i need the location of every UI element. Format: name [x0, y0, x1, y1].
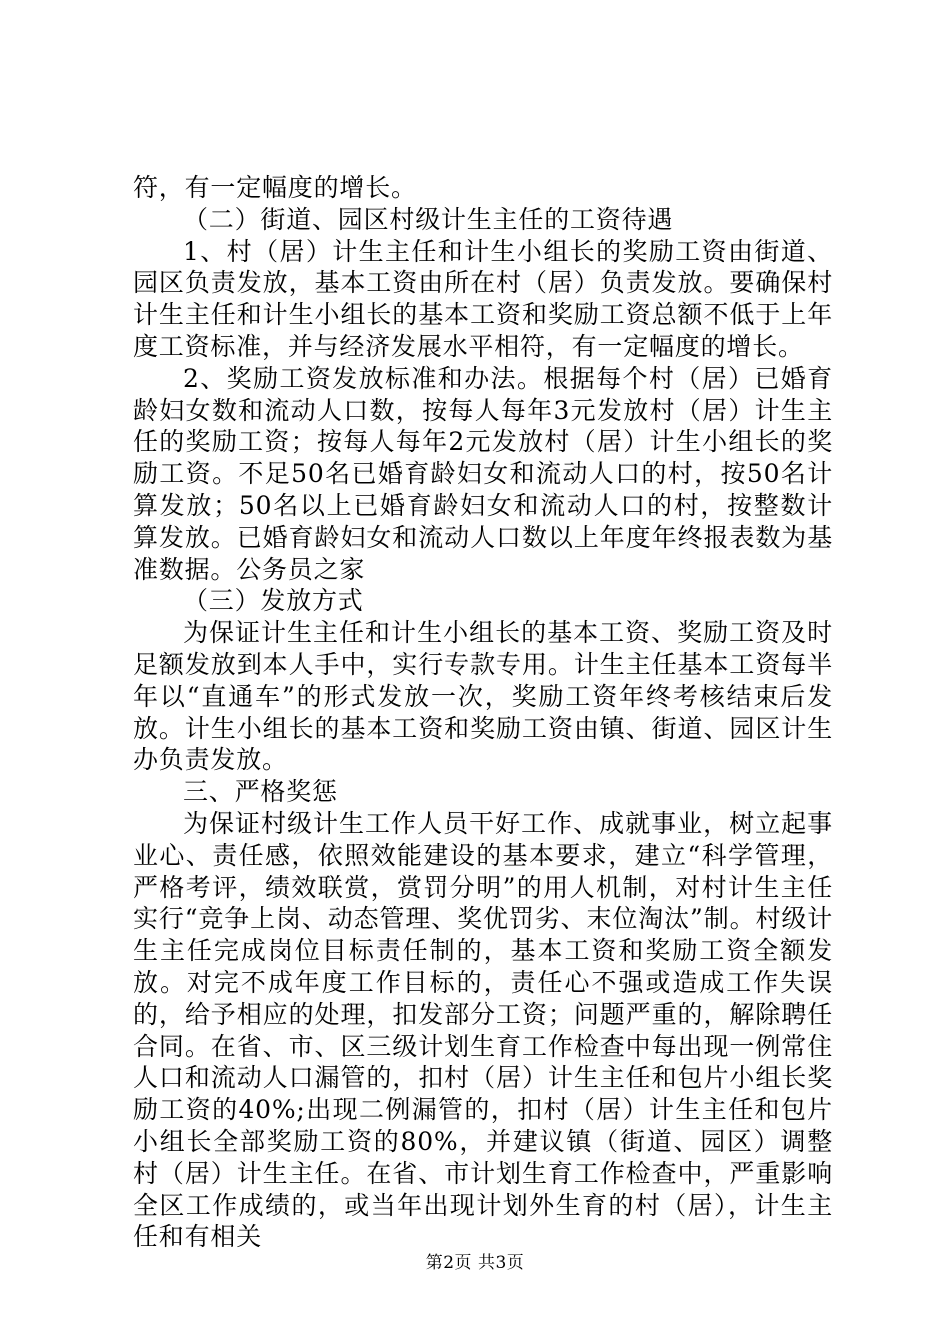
- paragraph-rewards: 为保证村级计生工作人员干好工作、成就事业，树立起事业心、责任感，依照效能建设的基本要求，建立“科学管理，严格考评，绩效联赏，赏罚分明”的用人机制，对村计生主任实行“竞争上岗、动态管理、奖优罚劣、末位淘汰”制。村级计生主任完成岗位目标责任制的，基本工资和奖励工资全额发放。对完不成年度工作目标的，责任心不强或造成工作失误的，给予相应的处理，扣发部分工资；问题严重的，解除聘任合同。在省、市、区三级计划生育工作检查中每出现一例常住人口和流动人口漏管的，扣村（居）计生主任和包片小组长奖励工资的40%;出现二例漏管的，扣村（居）计生主任和包片小组长全部奖励工资的80%，并建议镇（街道、园区）调整村（居）计生主任。在省、市计划生育工作检查中，严重影响全区工作成绩的，或当年出现计划外生育的村（居），计生主任和有相关: [133, 808, 833, 1252]
- paragraph-continuation: 符，有一定幅度的增长。: [133, 173, 417, 202]
- page-number: 第2页 共3页: [425, 1253, 525, 1273]
- body-text: [133, 172, 833, 1253]
- section-heading-3: （三）发放方式: [183, 586, 364, 616]
- paragraph-item-1: 1、村（居）计生主任和计生小组长的奖励工资由街道、园区负责发放，基本工资由所在村（居）负责发放。要确保村计生主任和计生小组长的基本工资和奖励工资总额不低于上年度工资标准，并与经济发展水平相符，有一定幅度的增长。: [133, 236, 833, 361]
- section-heading-rewards: 三、严格奖惩: [183, 777, 338, 807]
- section-heading-2: （二）街道、园区村级计生主任的工资待遇: [183, 204, 674, 234]
- paragraph-payment-method: 为保证计生主任和计生小组长的基本工资、奖励工资及时足额发放到本人手中，实行专款专用。计生主任基本工资每半年以“直通车”的形式发放一次，奖励工资年终考核结束后发放。计生小组长的基本工资和奖励工资由镇、街道、园区计生办负责发放。: [133, 618, 833, 775]
- paragraph-item-2: 2、奖励工资发放标准和办法。根据每个村（居）已婚育龄妇女数和流动人口数，按每人每年3元发放村（居）计生主任的奖励工资；按每人每年2元发放村（居）计生小组长的奖励工资。不足50名已婚育龄妇女和流动人口的村，按50名计算发放；50名以上已婚育龄妇女和流动人口的村，按整数计算发放。已婚育龄妇女和流动人口数以上年度年终报表数为基准数据。公务员之家: [133, 363, 833, 584]
- page-footer: [0, 1248, 950, 1273]
